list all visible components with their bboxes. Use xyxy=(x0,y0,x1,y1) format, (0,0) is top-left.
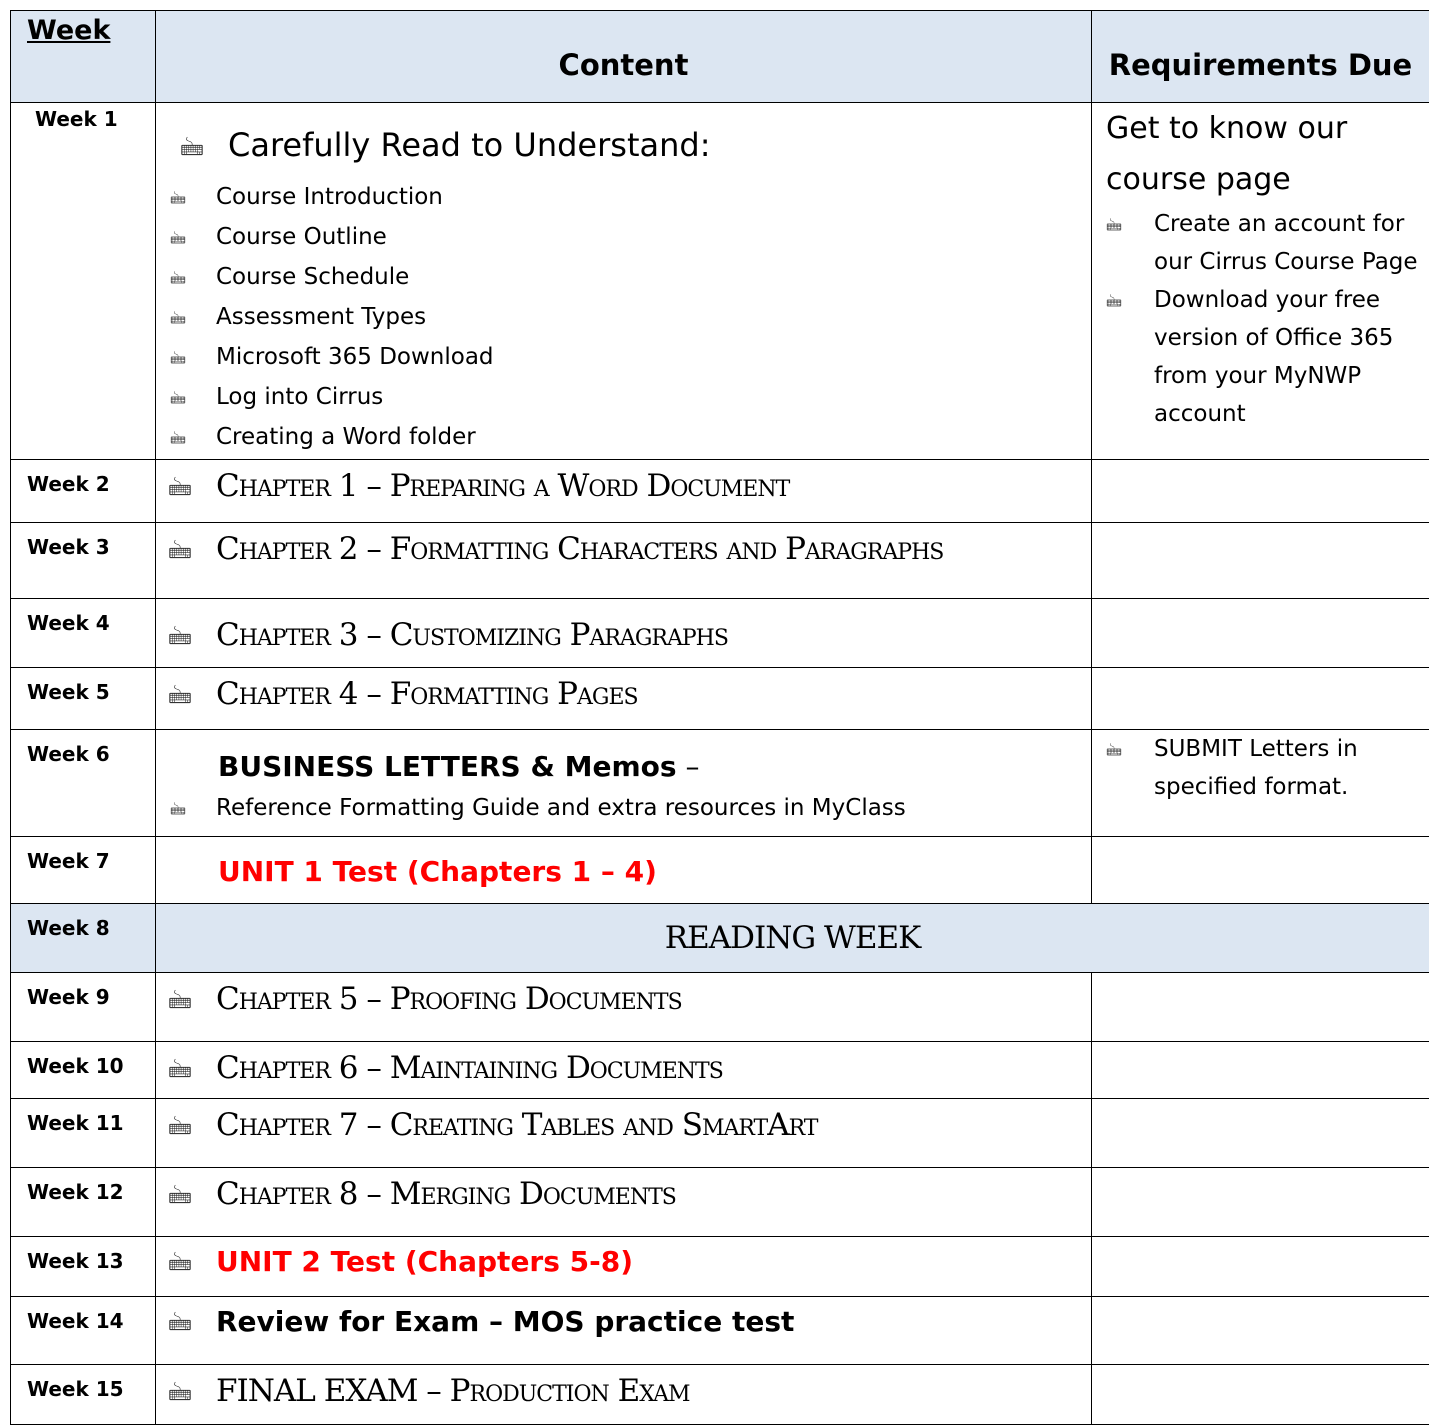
requirements-cell xyxy=(1092,730,1429,837)
keyboard-icon: 🖮 xyxy=(168,534,216,575)
requirements-cell xyxy=(1092,973,1429,1042)
keyboard-icon: 🖮 xyxy=(170,420,216,458)
week-label: Week 8 xyxy=(11,904,156,973)
table-row xyxy=(11,1099,1429,1168)
keyboard-icon: 🖮 xyxy=(170,799,216,826)
letters-note: Reference Formatting Guide and extra resources in MyClass xyxy=(216,795,906,821)
letters-title: BUSINESS LETTERS & Memos xyxy=(218,750,677,783)
content-cell: 🖮 Chapter 7 – Creating Tables and SmartArt xyxy=(156,1099,1092,1168)
list-item: 🖮 Course Schedule xyxy=(156,258,1091,298)
keyboard-icon: 🖮 xyxy=(168,1110,216,1151)
requirements-cell xyxy=(1092,103,1429,460)
unit-test-title: UNIT 1 Test (Chapters 1 – 4) xyxy=(218,855,657,888)
content-cell xyxy=(156,1237,1092,1297)
keyboard-icon: 🖮 xyxy=(1106,732,1154,770)
week-label: Week 2 xyxy=(11,460,156,523)
content-cell: 🖮 Chapter 4 – Formatting Pages xyxy=(156,668,1092,730)
list-item: 🖮 Assessment Types xyxy=(156,298,1091,338)
requirements-cell xyxy=(1092,1168,1429,1237)
week-label: Week 14 xyxy=(11,1297,156,1365)
requirements-cell xyxy=(1092,1237,1429,1297)
requirements-cell xyxy=(1092,523,1429,599)
table-row xyxy=(11,1237,1429,1297)
content-cell: BUSINESS LETTERS & Memos – 🖮 Reference Formatting Guide and extra resources in MyClass xyxy=(156,730,1092,837)
table-row xyxy=(11,103,1429,460)
requirements-header: Requirements Due xyxy=(1092,11,1429,103)
table-row xyxy=(11,837,1429,904)
table-row xyxy=(11,460,1429,523)
content-cell: 🖮 Chapter 2 – Formatting Characters and Paragraphs xyxy=(156,523,1092,599)
content-cell: 🖮 Chapter 5 – Proofing Documents xyxy=(156,973,1092,1042)
requirement-title: Get to know our course page xyxy=(1092,103,1429,205)
week-label: Week 11 xyxy=(11,1099,156,1168)
keyboard-icon: 🖮 xyxy=(170,260,216,298)
header-row xyxy=(11,11,1429,103)
table-row xyxy=(11,523,1429,599)
content-cell xyxy=(156,837,1092,904)
table-row xyxy=(11,973,1429,1042)
table-row xyxy=(11,1168,1429,1237)
content-cell xyxy=(156,103,1092,460)
course-schedule-table xyxy=(10,10,1429,1425)
intro-text: Carefully Read to Understand: xyxy=(228,125,710,165)
table-row xyxy=(11,904,1429,973)
keyboard-icon: 🖮 xyxy=(168,1053,216,1094)
reading-week: READING WEEK xyxy=(156,904,1429,973)
table-row xyxy=(11,730,1429,837)
content-cell: 🖮 Chapter 8 – Merging Documents xyxy=(156,1168,1092,1237)
list-item: 🖮 Microsoft 365 Download xyxy=(156,338,1091,378)
requirements-cell xyxy=(1092,1099,1429,1168)
content-cell: 🖮 Chapter 1 – Preparing a Word Document xyxy=(156,460,1092,523)
keyboard-icon: 🖮 xyxy=(170,340,216,378)
unit-test-title: UNIT 2 Test (Chapters 5-8) xyxy=(216,1245,633,1278)
requirement-item: 🖮 Create an account for our Cirrus Course Page xyxy=(1092,205,1429,281)
requirements-cell xyxy=(1092,599,1429,668)
keyboard-icon: 🖮 xyxy=(168,471,216,512)
keyboard-icon: 🖮 xyxy=(168,620,216,661)
requirements-cell xyxy=(1092,837,1429,904)
requirement-item: SUBMIT Letters in specified format. xyxy=(1154,730,1429,806)
content-cell: 🖮 FINAL EXAM – Production Exam xyxy=(156,1365,1092,1425)
content-cell xyxy=(156,1297,1092,1365)
keyboard-icon: 🖮 xyxy=(170,180,216,218)
requirements-cell xyxy=(1092,460,1429,523)
content-cell: 🖮 Chapter 6 – Maintaining Documents xyxy=(156,1042,1092,1099)
table-row xyxy=(11,1042,1429,1099)
table-row xyxy=(11,599,1429,668)
list-item: 🖮 Log into Cirrus xyxy=(156,378,1091,418)
week-label: Week 9 xyxy=(11,973,156,1042)
keyboard-icon: 🖮 xyxy=(168,679,216,720)
keyboard-icon: 🖮 xyxy=(168,1376,216,1417)
table-row xyxy=(11,1365,1429,1425)
week-header: Week xyxy=(11,11,156,103)
keyboard-icon: 🖮 xyxy=(170,300,216,338)
keyboard-icon: 🖮 xyxy=(1106,207,1154,245)
keyboard-icon: 🖮 xyxy=(168,984,216,1025)
content-cell: 🖮 Chapter 3 – Customizing Paragraphs xyxy=(156,599,1092,668)
keyboard-icon: 🖮 xyxy=(170,220,216,258)
keyboard-icon: 🖮 xyxy=(168,1306,216,1347)
keyboard-icon: 🖮 xyxy=(168,1246,216,1287)
week-label: Week 10 xyxy=(11,1042,156,1099)
requirements-cell xyxy=(1092,668,1429,730)
week-label: Week 15 xyxy=(11,1365,156,1425)
requirements-cell xyxy=(1092,1365,1429,1425)
keyboard-icon: 🖮 xyxy=(168,128,228,168)
list-item: 🖮 Creating a Word folder xyxy=(156,418,1091,458)
requirements-cell xyxy=(1092,1042,1429,1099)
content-header: Content xyxy=(156,11,1092,103)
keyboard-icon: 🖮 xyxy=(1106,283,1154,321)
requirement-item: 🖮 Download your free version of Office 365 from your MyNWP account xyxy=(1092,281,1429,433)
keyboard-icon: 🖮 xyxy=(168,1179,216,1220)
week-label: Week 13 xyxy=(11,1237,156,1297)
table-row xyxy=(11,1297,1429,1365)
keyboard-icon: 🖮 xyxy=(170,380,216,418)
week-label: Week 1 xyxy=(11,103,156,460)
week-label: Week 12 xyxy=(11,1168,156,1237)
review-title: Review for Exam – MOS practice test xyxy=(216,1305,794,1338)
week-label: Week 3 xyxy=(11,523,156,599)
week-label: Week 4 xyxy=(11,599,156,668)
week-label: Week 7 xyxy=(11,837,156,904)
requirements-cell xyxy=(1092,1297,1429,1365)
list-item: 🖮 Course Outline xyxy=(156,218,1091,258)
list-item: 🖮 Course Introduction xyxy=(156,178,1091,218)
table-row xyxy=(11,668,1429,730)
week-label: Week 6 xyxy=(11,730,156,837)
week-label: Week 5 xyxy=(11,668,156,730)
